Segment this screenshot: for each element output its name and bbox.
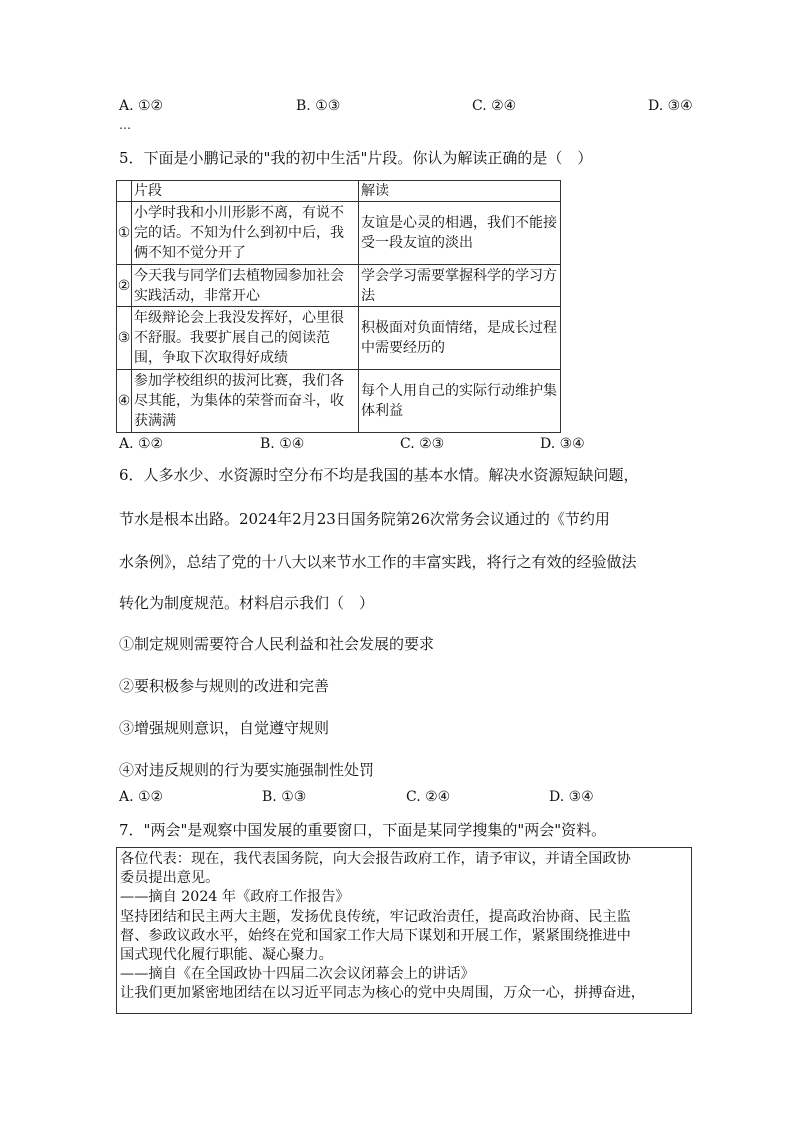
material-line: 国式现代化履行职能、凝心聚力。: [120, 947, 333, 964]
table-row: [117, 202, 561, 265]
row-number: ③: [117, 307, 132, 370]
reading-cell: 学会学习需要掌握科学的学习方法: [359, 265, 561, 307]
q6-statement-2: ②要积极参与规则的改进和完善: [119, 677, 330, 695]
q5-option-a: A. ①②: [119, 436, 164, 452]
q6-line-2: 节水是根本出路。2024年2月23日国务院第26次常务会议通过的《节约用: [119, 510, 610, 528]
material-line: 各位代表：现在，我代表国务院，向大会报告政府工作，请予审议，并请全国政协: [120, 851, 631, 867]
row-number: ④: [117, 370, 132, 433]
table-header-row: [117, 181, 561, 202]
q6-line-1: 6．人多水少、水资源时空分布不均是我国的基本水情。解决水资源短缺问题，: [119, 466, 639, 484]
q4-option-c: C. ②④: [472, 98, 517, 114]
q6-option-b: B. ①③: [262, 789, 307, 805]
fragment-cell: 参加学校组织的拔河比赛，我们各尽其能，为集体的荣誉而奋斗，收获满满: [132, 370, 359, 433]
q6-line-3: 水条例》，总结了党的十八大以来节水工作的丰富实践，将行之有效的经验做法: [119, 553, 637, 571]
q6-statement-4: ④对违反规则的行为要实施强制性处罚: [119, 761, 375, 779]
q6-option-d: D. ③④: [549, 789, 594, 805]
row-number: ①: [117, 202, 132, 265]
material-source: ——摘自 2024 年《政府工作报告》: [120, 889, 350, 906]
q5-option-d: D. ③④: [540, 436, 585, 452]
q4-option-a: A. ①②: [119, 98, 164, 114]
q5-option-b: B. ①④: [260, 436, 305, 452]
q5-table: [116, 180, 561, 433]
material-line: 让我们更加紧密地团结在以习近平同志为核心的党中央周围，万众一心，拼搏奋进，: [120, 985, 645, 1002]
q7-material-box: [116, 847, 692, 1014]
q6-option-a: A. ①②: [119, 789, 164, 805]
fragment-cell: 小学时我和小川形影不离，有说不完的话。不知为什么到初中后，我俩不知不觉分开了: [132, 202, 359, 265]
reading-cell: 每个人用自己的实际行动维护集体利益: [359, 370, 561, 433]
q4-option-d: D. ③④: [648, 98, 693, 114]
ellipsis: …: [119, 118, 131, 132]
table-header-fragment: 片段: [132, 181, 359, 202]
q5-stem: 5．下面是小鹏记录的"我的初中生活"片段。你认为解读正确的是（ ）: [119, 149, 593, 167]
fragment-cell: 今天我与同学们去植物园参加社会实践活动，非常开心: [132, 265, 359, 307]
material-line: 坚持团结和民主两大主题，发扬优良传统，牢记政治责任，提高政治协商、民主监: [120, 908, 631, 925]
table-header-reading: 解读: [359, 181, 561, 202]
table-row: [117, 370, 561, 433]
material-source: ——摘自《在全国政协十四届二次会议闭幕会上的讲话》: [120, 966, 475, 983]
reading-cell: 友谊是心灵的相遇，我们不能接受一段友谊的淡出: [359, 202, 561, 265]
table-row: [117, 307, 561, 370]
material-line: 督、参政议政水平，始终在党和国家工作大局下谋划和开展工作，紧紧围绕推进中: [120, 927, 631, 944]
q5-option-c: C. ②③: [400, 436, 445, 452]
table-row: [117, 265, 561, 307]
q6-option-c: C. ②④: [406, 789, 451, 805]
fragment-cell: 年级辩论会上我没发挥好，心里很不舒服。我要扩展自己的阅读范围，争取下次取得好成绩: [132, 307, 359, 370]
table-cell: [117, 181, 132, 202]
material-line: 委员提出意见。: [120, 870, 220, 887]
q7-stem: 7．"两会"是观察中国发展的重要窗口，下面是某同学搜集的"两会"资料。: [119, 821, 607, 839]
row-number: ②: [117, 265, 132, 307]
q6-statement-3: ③增强规则意识，自觉遵守规则: [119, 719, 330, 737]
q6-statement-1: ①制定规则需要符合人民利益和社会发展的要求: [119, 635, 435, 653]
q6-line-4: 转化为制度规范。材料启示我们（ ）: [119, 594, 375, 612]
reading-cell: 积极面对负面情绪，是成长过程中需要经历的: [359, 307, 561, 370]
q4-option-b: B. ①③: [296, 98, 341, 114]
